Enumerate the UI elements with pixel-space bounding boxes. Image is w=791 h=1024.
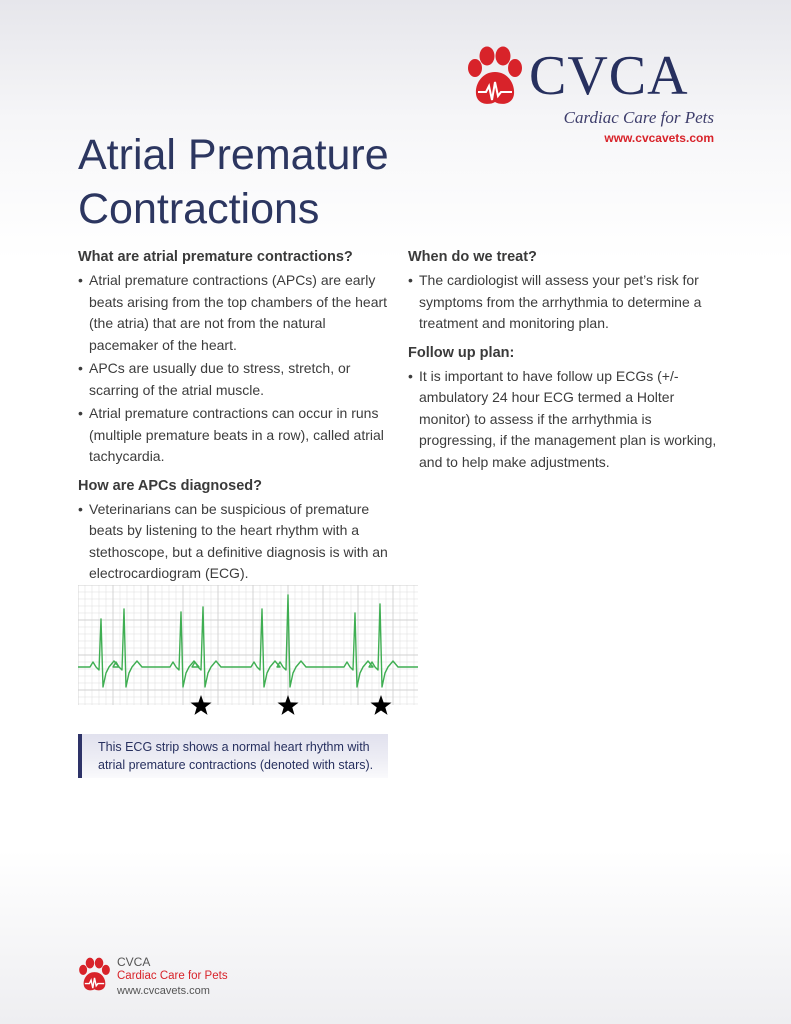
section-heading: When do we treat?	[408, 249, 537, 265]
logo-text: CVCA	[529, 45, 689, 107]
bullet-item: • APCs are usually due to stress, stretch, or scarring of the atrial muscle.	[78, 358, 396, 401]
section-heading: What are atrial premature contractions?	[78, 249, 353, 265]
star-icon	[278, 695, 299, 715]
footer-name: CVCA	[117, 955, 151, 969]
title-line-2: Contractions	[78, 185, 320, 233]
ecg-caption: This ECG strip shows a normal heart rhythm with atrial premature contractions (denoted with stars).	[98, 740, 374, 772]
ecg-grid	[78, 585, 418, 705]
paw-icon	[466, 46, 524, 108]
bullet-list	[78, 499, 396, 585]
left-column	[78, 247, 396, 593]
cvca-logo	[466, 44, 726, 154]
ecg-caption-box	[78, 734, 388, 778]
footer	[78, 955, 278, 1005]
bullet-list	[408, 270, 728, 335]
section-heading: Follow up plan:	[408, 344, 515, 361]
footer-tagline: Cardiac Care for Pets	[117, 970, 228, 982]
ecg-strip-graphic	[78, 585, 418, 721]
section-heading: How are APCs diagnosed?	[78, 477, 262, 494]
star-icon	[371, 695, 392, 715]
star-icon	[191, 695, 212, 715]
bullet-list	[408, 366, 728, 474]
ecg-star-markers	[191, 695, 392, 715]
title-line-1: Atrial Premature	[78, 131, 389, 179]
bullet-item: • Atrial premature contractions can occur in runs (multiple premature beats in a row), called atrial tachycardia.	[78, 403, 396, 468]
bullet-item: • It is important to have follow up ECGs (+/- ambulatory 24 hour ECG termed a Holter monitor) to assess if the arrhythmia is progressing, if the management plan is working, and to help make adjustments.	[408, 366, 728, 474]
right-column	[408, 247, 728, 481]
paw-icon	[78, 957, 111, 993]
footer-url[interactable]: www.cvcavets.com	[117, 985, 210, 997]
bullet-item: • Atrial premature contractions (APCs) are early beats arising from the top chambers of the heart (the atria) that are not from the natural pacemaker of the heart.	[78, 270, 396, 356]
page-title	[78, 128, 478, 236]
bullet-item: • Veterinarians can be suspicious of premature beats by listening to the heart rhythm with a stethoscope, but a definitive diagnosis is with an electrocardiogram (ECG).	[78, 499, 396, 585]
logo-tagline: Cardiac Care for Pets	[563, 108, 714, 127]
header-url[interactable]: www.cvcavets.com	[604, 131, 714, 145]
bullet-list	[78, 270, 396, 468]
ecg-strip	[78, 585, 418, 721]
bullet-item: • The cardiologist will assess your pet’s risk for symptoms from the arrhythmia to determine a treatment and monitoring plan.	[408, 270, 728, 335]
